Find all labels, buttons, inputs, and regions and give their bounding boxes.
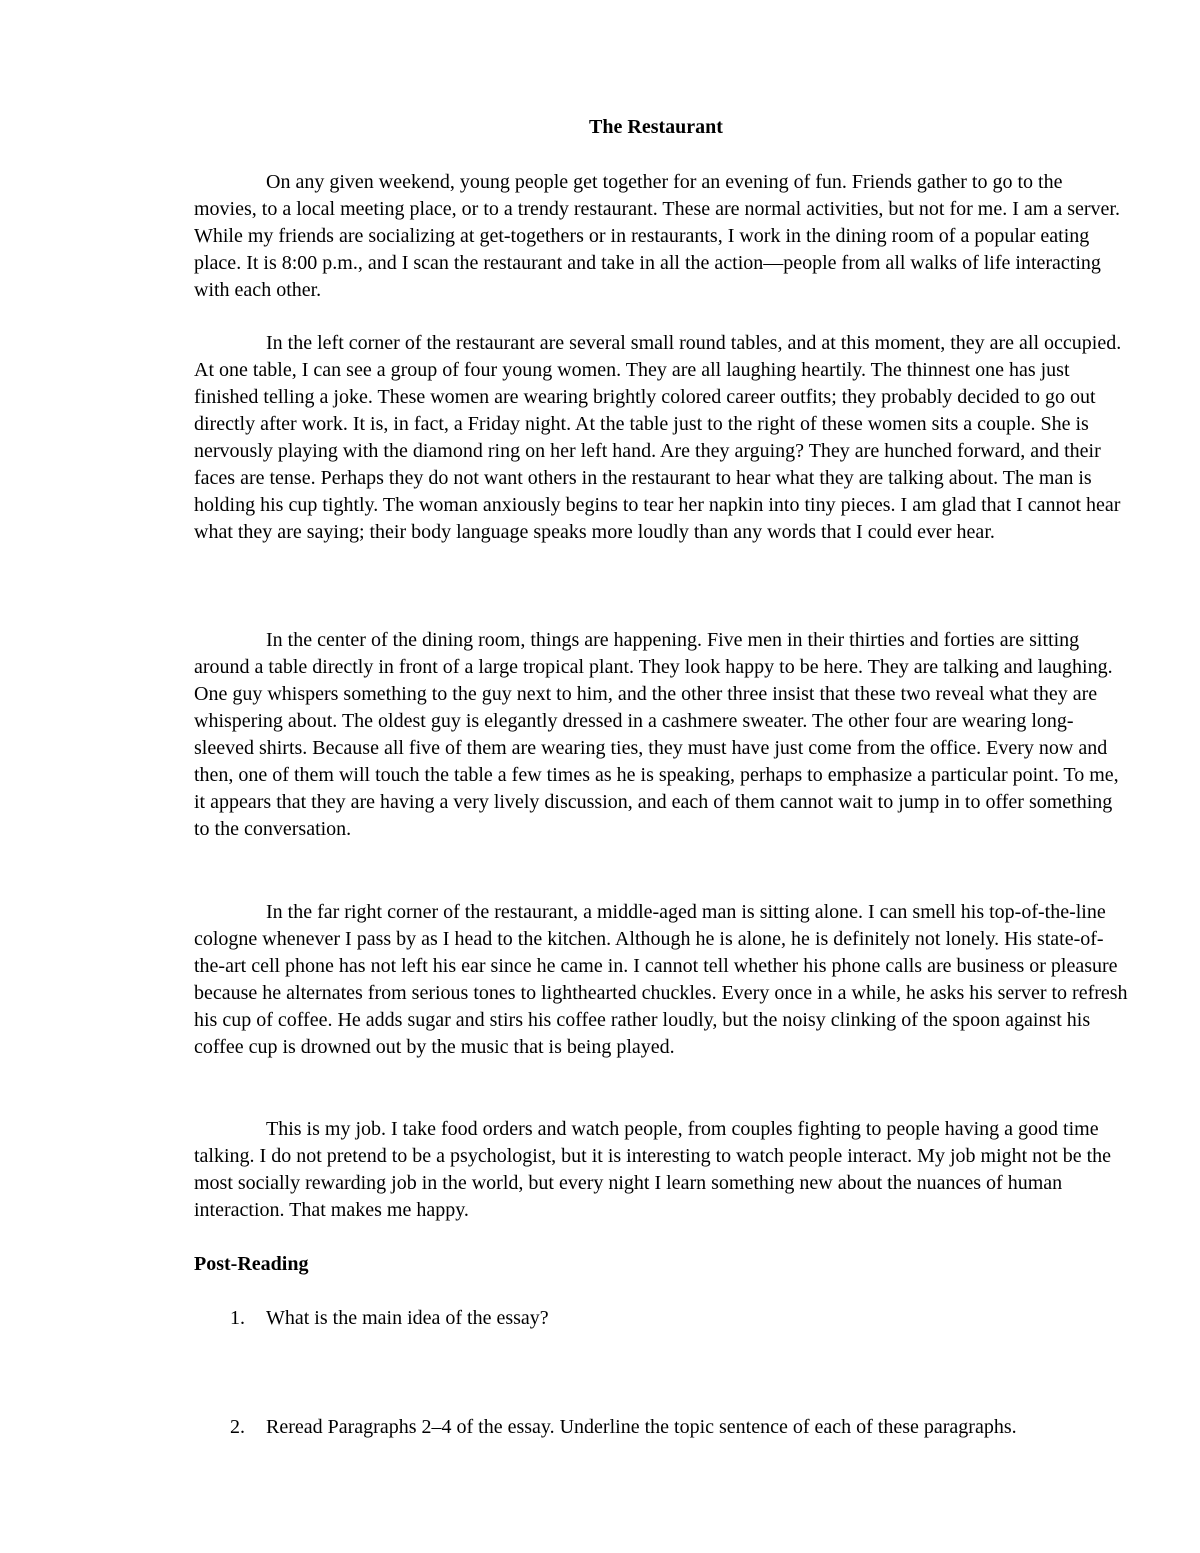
question-number: 2.	[230, 1416, 245, 1438]
essay-title: The Restaurant	[589, 116, 723, 138]
question-text: Reread Paragraphs 2–4 of the essay. Underline the topic sentence of each of these paragraphs.	[266, 1416, 1017, 1438]
essay-paragraph-4: In the far right corner of the restaurant, a middle-aged man is sitting alone. I can smell his top-of-the-line cologne whenever I pass by as I head to the kitchen. Although he is alone, he is definitely not lonely. His state-of-the-art cell phone has not left his ear since he came in. I cannot tell whether his phone calls are business or pleasure because he alternates from serious tones to lighthearted chuckles. Every once in a while, he asks his server to refresh his cup of coffee. He adds sugar and stirs his coffee rather loudly, but the noisy clinking of the spoon against his coffee cup is drowned out by the music that is being played.	[194, 901, 1128, 1058]
post-reading-heading: Post-Reading	[194, 1253, 309, 1275]
essay-paragraph-3: In the center of the dining room, things are happening. Five men in their thirties and forties are sitting around a table directly in front of a large tropical plant. They look happy to be here. They are talking and laughing. One guy whispers something to the guy next to him, and the other three insist that these two reveal what they are whispering about. The oldest guy is elegantly dressed in a cashmere sweater. The other four are wearing long-sleeved shirts. Because all five of them are wearing ties, they must have just come from the office. Every now and then, one of them will touch the table a few times as he is speaking, perhaps to emphasize a particular point. To me, it appears that they are having a very lively discussion, and each of them cannot wait to jump in to offer something to the conversation.	[194, 629, 1119, 840]
question-item-1	[230, 1305, 1070, 1332]
question-number: 1.	[230, 1307, 245, 1329]
essay-paragraph-1: On any given weekend, young people get together for an evening of fun. Friends gather to go to the movies, to a local meeting place, or to a trendy restaurant. These are normal activities, but not for me. I am a server. While my friends are socializing at get-togethers or in restaurants, I work in the dining room of a popular eating place. It is 8:00 p.m., and I scan the restaurant and take in all the action—people from all walks of life interacting with each other.	[194, 171, 1120, 301]
question-text: What is the main idea of the essay?	[266, 1307, 549, 1329]
essay-paragraph-2: In the left corner of the restaurant are several small round tables, and at this moment, they are all occupied. At one table, I can see a group of four young women. They are all laughing heartily. The thinnest one has just finished telling a joke. These women are wearing brightly colored career outfits; they probably decided to go out directly after work. It is, in fact, a Friday night. At the table just to the right of these women sits a couple. She is nervously playing with the diamond ring on her left hand. Are they arguing? They are hunched forward, and their faces are tense. Perhaps they do not want others in the restaurant to hear what they are talking about. The man is holding his cup tightly. The woman anxiously begins to tear her napkin into tiny pieces. I am glad that I cannot hear what they are saying; their body language speaks more loudly than any words that I could ever hear.	[194, 332, 1122, 543]
essay-paragraph-5: This is my job. I take food orders and watch people, from couples fighting to people having a good time talking. I do not pretend to be a psychologist, but it is interesting to watch people interact. My job might not be the most socially rewarding job in the world, but every night I learn something new about the nuances of human interaction. That makes me happy.	[194, 1118, 1112, 1221]
question-item-2	[230, 1414, 1070, 1441]
